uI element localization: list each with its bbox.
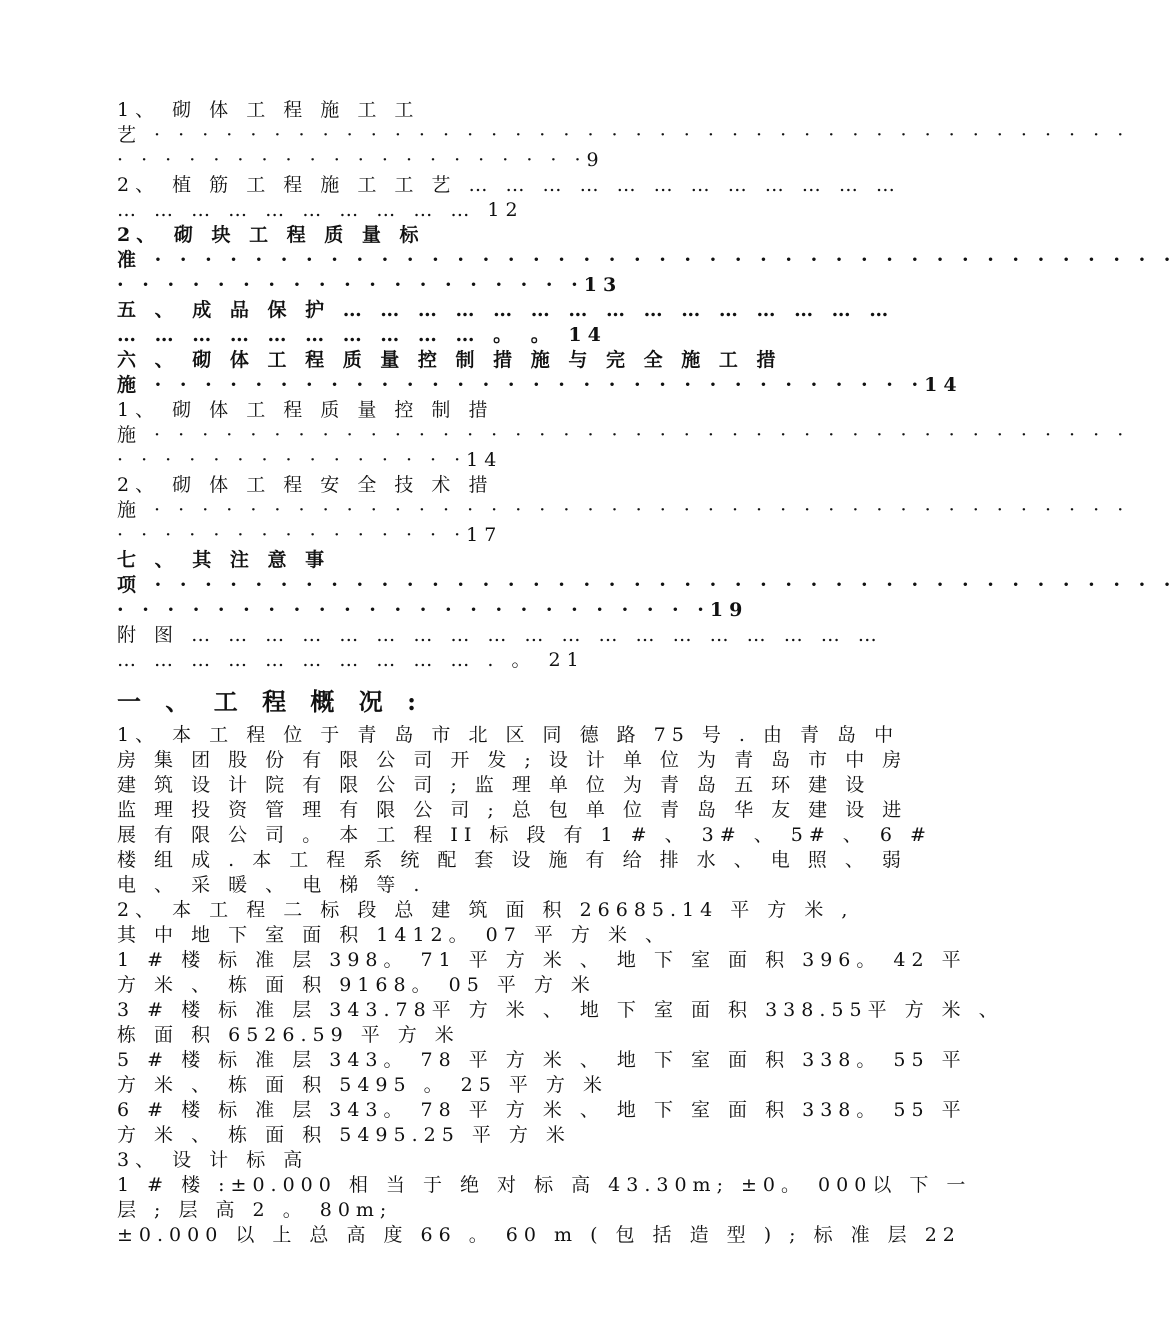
toc-line[interactable]: 施 · · · · · · · · · · · · · · · · · · · · · · · · · · · · · · · · · · · · · · · · · bbox=[117, 424, 1130, 446]
section-body bbox=[117, 723, 1004, 1248]
document-page bbox=[117, 98, 1176, 1248]
body-line: 房 集 团 股 份 有 限 公 司 开 发 ; 设 计 单 位 为 青 岛 市 中 房 bbox=[117, 749, 908, 771]
toc-line[interactable]: 附 图 … … … … … … … … … … … … … … … … … … … bbox=[117, 624, 883, 646]
body-line: 方 米 、 栋 面 积 9168。 05 平 方 米 bbox=[117, 974, 596, 996]
toc-line[interactable]: 准 · · · · · · · · · · · · · · · · · · · · · · · · · · · · · · · · · · · · · · · · · bbox=[117, 249, 1176, 271]
body-line: 2、 本 工 程 二 标 段 总 建 筑 面 积 26685.14 平 方 米 , bbox=[117, 899, 854, 921]
body-line: 方 米 、 栋 面 积 5495 。 25 平 方 米 bbox=[117, 1074, 608, 1096]
body-line: ±0.000 以 上 总 高 度 66 。 60 m ( 包 括 造 型 ) ; 标 准 层 22 bbox=[117, 1224, 961, 1246]
toc-line[interactable]: 2、 砌 体 工 程 安 全 技 术 措 bbox=[117, 474, 494, 496]
body-line: 电 、 采 暖 、 电 梯 等 . bbox=[117, 874, 426, 896]
section-heading: 一 、 工 程 概 况 : bbox=[117, 687, 424, 716]
toc-line[interactable]: 艺 · · · · · · · · · · · · · · · · · · · · · · · · · · · · · · · · · · · · · · · · · bbox=[117, 124, 1130, 146]
body-line: 其 中 地 下 室 面 积 1412。 07 平 方 米 、 bbox=[117, 924, 671, 946]
toc-line[interactable]: 2、 植 筋 工 程 施 工 工 艺 … … … … … … … … … … … … bbox=[117, 174, 901, 196]
toc-line[interactable]: · · · · · · · · · · · · · · ·14 bbox=[117, 449, 503, 471]
body-line: 3、 设 计 标 高 bbox=[117, 1149, 309, 1171]
toc-line[interactable]: · · · · · · · · · · · · · · · · · · ·13 bbox=[117, 274, 623, 296]
body-line: 栋 面 积 6526.59 平 方 米 bbox=[117, 1024, 460, 1046]
toc-line[interactable]: … … … … … … … … … … . 。 21 bbox=[117, 649, 585, 671]
body-line: 展 有 限 公 司 。 本 工 程 II 标 段 有 1 # 、 3# 、 5# 、 6 # bbox=[117, 824, 932, 846]
body-line: 楼 组 成 . 本 工 程 系 统 配 套 设 施 有 给 排 水 、 电 照 、 弱 bbox=[117, 849, 907, 871]
toc-line[interactable]: 项 · · · · · · · · · · · · · · · · · · · · · · · · · · · · · · · · · · · · · · · · · bbox=[117, 574, 1176, 596]
toc-line[interactable]: · · · · · · · · · · · · · · · · · · · ·9 bbox=[117, 149, 605, 171]
toc-line[interactable]: 2、 砌 块 工 程 质 量 标 bbox=[117, 224, 425, 246]
toc-line[interactable]: … … … … … … … … … … 12 bbox=[117, 199, 524, 221]
body-line: 监 理 投 资 管 理 有 限 公 司 ; 总 包 单 位 青 岛 华 友 建 设 进 bbox=[117, 799, 908, 821]
body-line: 3 # 楼 标 准 层 343.78平 方 米 、 地 下 室 面 积 338.55平 方 米 、 bbox=[117, 999, 1004, 1021]
toc-line[interactable]: 1、 砌 体 工 程 质 量 控 制 措 bbox=[117, 399, 494, 421]
body-line: 5 # 楼 标 准 层 343。 78 平 方 米 、 地 下 室 面 积 338。 55 平 bbox=[117, 1049, 967, 1071]
toc-line[interactable]: 五 、 成 品 保 护 … … … … … … … … … … … … … … … bbox=[117, 299, 895, 321]
body-line: 1 # 楼 :±0.000 相 当 于 绝 对 标 高 43.30m; ±0。 000以 下 一 bbox=[117, 1174, 972, 1196]
table-of-contents bbox=[117, 98, 1176, 673]
body-line: 6 # 楼 标 准 层 343。 78 平 方 米 、 地 下 室 面 积 338。 55 平 bbox=[117, 1099, 967, 1121]
body-line: 1、 本 工 程 位 于 青 岛 市 北 区 同 德 路 75 号 . 由 青 岛 中 bbox=[117, 724, 900, 746]
toc-line[interactable]: … … … … … … … … … … 。 。 14 bbox=[117, 324, 607, 346]
toc-line[interactable]: 七 、 其 注 意 事 bbox=[117, 549, 331, 571]
toc-line[interactable]: · · · · · · · · · · · · · · · · · · · · · · · ·19 bbox=[117, 599, 749, 621]
toc-line[interactable]: · · · · · · · · · · · · · · ·17 bbox=[117, 524, 503, 546]
toc-line[interactable]: 六 、 砌 体 工 程 质 量 控 制 措 施 与 完 全 施 工 措 bbox=[117, 349, 782, 371]
body-line: 方 米 、 栋 面 积 5495.25 平 方 米 bbox=[117, 1124, 571, 1146]
toc-line[interactable]: 施 · · · · · · · · · · · · · · · · · · · · · · · · · · · · · · · · · · · · · · · · · bbox=[117, 499, 1130, 521]
body-line: 建 筑 设 计 院 有 限 公 司 ; 监 理 单 位 为 青 岛 五 环 建 设 bbox=[117, 774, 871, 796]
body-line: 1 # 楼 标 准 层 398。 71 平 方 米 、 地 下 室 面 积 396。 42 平 bbox=[117, 949, 967, 971]
body-line: 层 ; 层 高 2 。 80m; bbox=[117, 1199, 393, 1221]
toc-line[interactable]: 1、 砌 体 工 程 施 工 工 bbox=[117, 99, 420, 121]
toc-line[interactable]: 施 · · · · · · · · · · · · · · · · · · · · · · · · · · · · · · ·14 bbox=[117, 374, 963, 396]
